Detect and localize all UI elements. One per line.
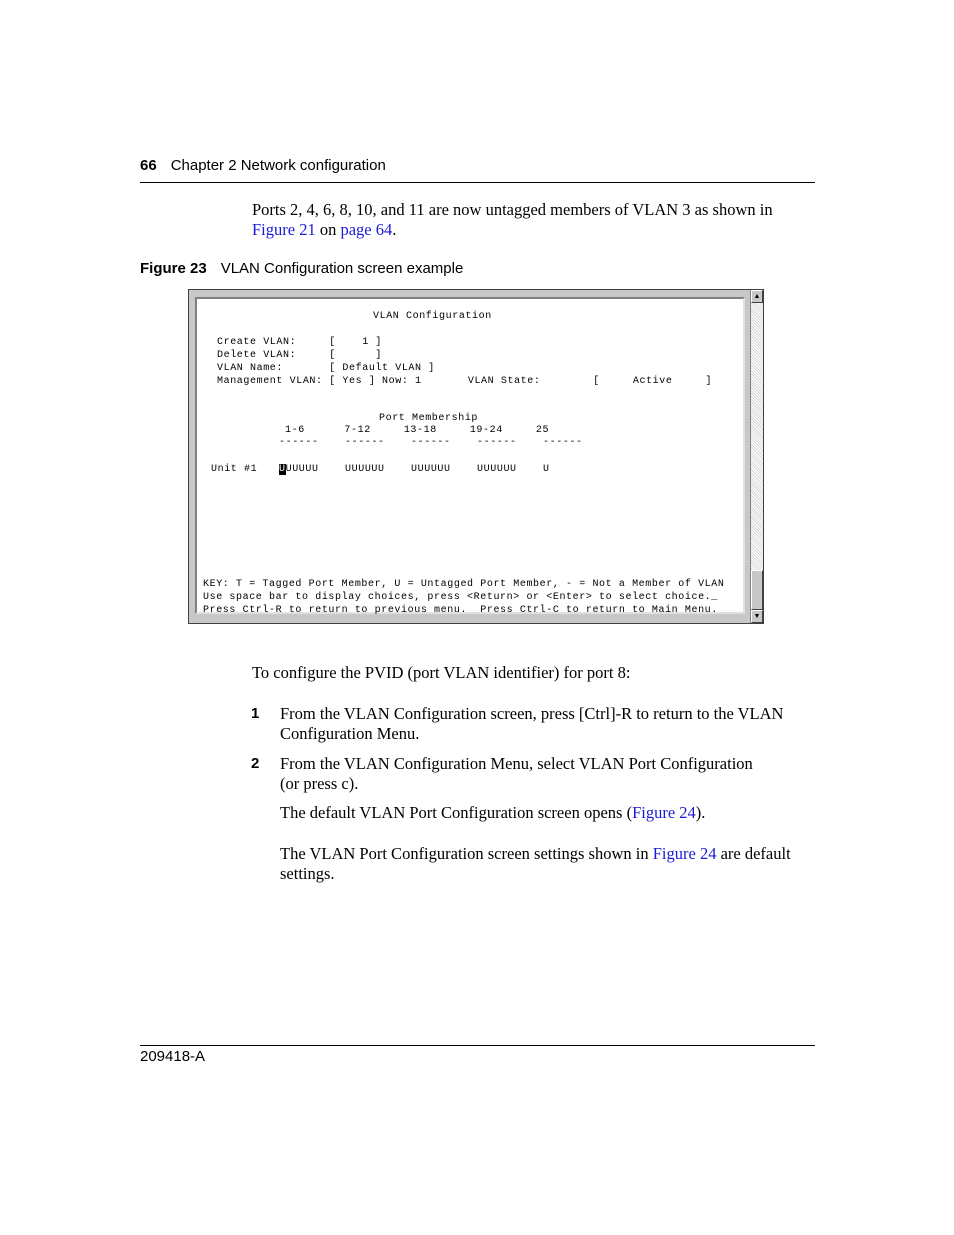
terminal-screen <box>195 297 745 614</box>
intro-end: . <box>392 220 397 239</box>
figure-24-link[interactable]: Figure 24 <box>632 803 696 822</box>
scroll-down-icon[interactable]: ▼ <box>751 610 763 623</box>
delete-vlan-field[interactable]: Delete VLAN: [ ] <box>217 350 383 361</box>
key-line: KEY: T = Tagged Port Member, U = Untagged Port Member, - = Not a Member of VLAN <box>203 579 725 590</box>
step-2-note-end: ). <box>695 803 706 822</box>
step-1-number: 1 <box>251 705 260 722</box>
page-64-link[interactable]: page 64 <box>340 220 393 239</box>
step-2-line-2: (or press c). <box>280 774 359 793</box>
terminal-title: VLAN Configuration <box>373 311 492 322</box>
step-2-note-2 <box>280 844 815 884</box>
step-2-note <box>280 803 820 823</box>
figure-label: Figure 23 <box>140 260 207 277</box>
cursor-cell[interactable]: U <box>279 464 286 475</box>
running-header <box>140 157 386 174</box>
step-2-line-1: From the VLAN Configuration Menu, select VLAN Port Configuration <box>280 754 753 773</box>
unit-label: Unit #1 <box>211 464 258 475</box>
intro-paragraph <box>252 200 812 240</box>
step-1-text: From the VLAN Configuration screen, press [Ctrl]-R to return to the VLAN Configuration Menu. <box>280 704 784 743</box>
vertical-scrollbar[interactable] <box>750 290 763 623</box>
page-number: 66 <box>140 157 157 174</box>
figure-caption <box>140 260 463 277</box>
port-ranges: 1-6 7-12 13-18 19-24 25 <box>285 425 550 436</box>
step-2-text <box>280 754 820 794</box>
figure-21-link[interactable]: Figure 21 <box>252 220 316 239</box>
port-membership-heading: Port Membership <box>379 413 479 424</box>
terminal-window <box>188 289 764 624</box>
scroll-up-icon[interactable]: ▲ <box>751 290 763 303</box>
step-2-number: 2 <box>251 755 260 772</box>
intro-mid: on <box>315 220 341 239</box>
doc-number: 209418-A <box>140 1048 206 1065</box>
header-rule <box>140 182 815 183</box>
management-vlan-field[interactable]: Management VLAN: [ Yes ] Now: 1 VLAN State: [ Active ] <box>217 376 713 387</box>
port-dashes: ------ ------ ------ ------ ------ <box>279 437 583 448</box>
unit-values[interactable]: UUUUU UUUUUU UUUUUU UUUUUU U <box>285 464 550 475</box>
figure-caption-text: VLAN Configuration screen example <box>220 260 464 277</box>
footer-rule <box>140 1045 815 1046</box>
step-2-note-text: The default VLAN Port Configuration screen opens ( <box>280 803 633 822</box>
step-2-note-2-end: are default settings. <box>280 844 791 883</box>
scrollbar-thumb[interactable] <box>751 570 763 610</box>
pvid-paragraph: To configure the PVID (port VLAN identifier) for port 8: <box>252 663 631 682</box>
figure-24-link-2[interactable]: Figure 24 <box>652 844 717 863</box>
step-2-note-2-text: The VLAN Port Configuration screen settings shown in <box>280 844 653 863</box>
help-line-2: Press Ctrl-R to return to previous menu. Press Ctrl-C to return to Main Menu. <box>203 605 718 616</box>
unit-membership-row[interactable] <box>279 464 550 476</box>
vlan-name-field[interactable]: VLAN Name: [ Default VLAN ] <box>217 363 435 374</box>
chapter-title: Chapter 2 Network configuration <box>170 157 386 174</box>
help-line-1: Use space bar to display choices, press <Return> or <Enter> to select choice._ <box>203 592 718 603</box>
create-vlan-field[interactable]: Create VLAN: [ 1 ] <box>217 337 383 348</box>
intro-text: Ports 2, 4, 6, 8, 10, and 11 are now untagged members of VLAN 3 as shown in <box>252 200 773 219</box>
